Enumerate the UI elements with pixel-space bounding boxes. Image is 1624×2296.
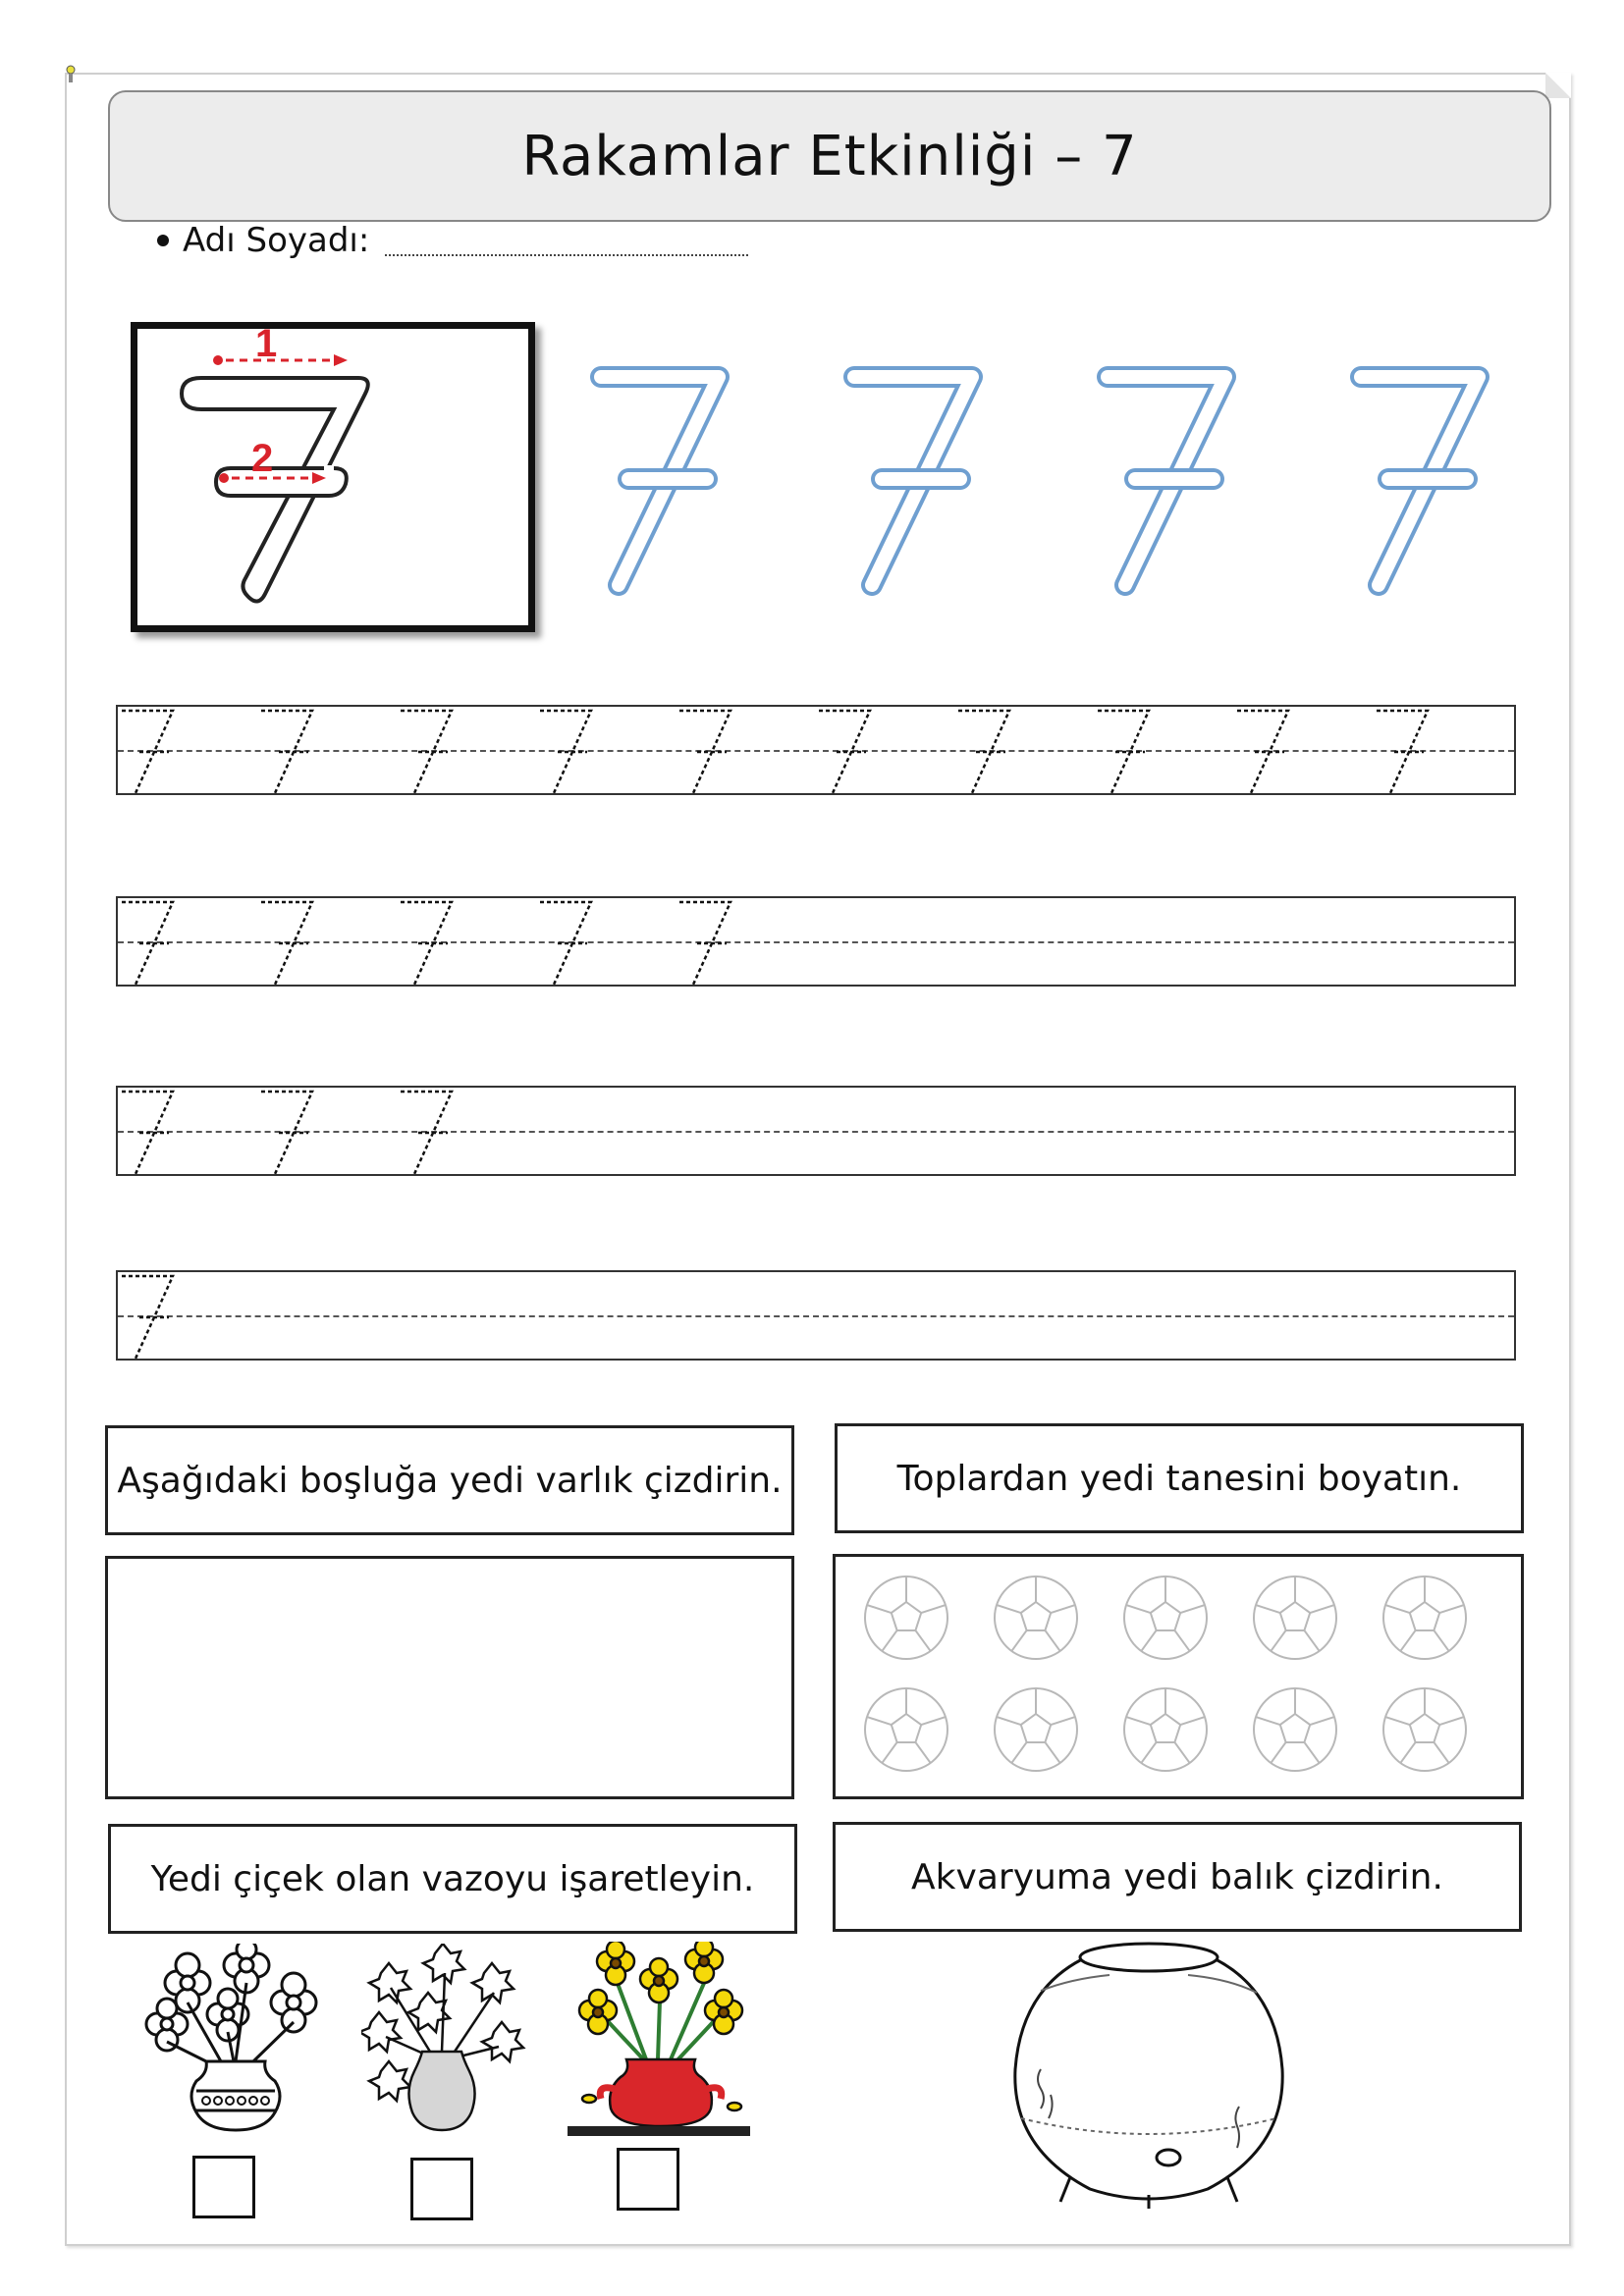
stroke-start-dot: [213, 355, 223, 365]
vase-flowers-2-icon: [361, 1944, 528, 2140]
vase-1-checkbox[interactable]: [192, 2156, 255, 2218]
ball-icon[interactable]: [995, 1576, 1077, 1659]
balls-area: [833, 1554, 1524, 1799]
dotted-seven: [401, 1092, 452, 1174]
dotted-seven: [122, 902, 173, 985]
stroke-order-model: [131, 322, 535, 632]
draw-instruction-box: [105, 1425, 794, 1535]
vase-instruction-box: [108, 1824, 797, 1934]
pin-icon: [65, 65, 77, 84]
dotted-seven: [401, 711, 452, 793]
dotted-seven: [679, 711, 731, 793]
paint-instruction-box: [835, 1423, 1524, 1533]
ball-icon[interactable]: [995, 1688, 1077, 1771]
draw-instruction: Aşağıdaki boşluğa yedi varlık çizdirin.: [117, 1460, 783, 1501]
vase-flowers-1-icon: [137, 1944, 334, 2140]
ball-icon[interactable]: [865, 1688, 947, 1771]
bullet-icon: [157, 235, 169, 246]
dotted-sevens: [118, 1086, 1514, 1176]
vase-3-checkbox[interactable]: [617, 2148, 679, 2211]
dotted-seven: [1377, 711, 1428, 793]
dotted-seven: [1098, 711, 1149, 793]
step-1-label: 1: [255, 329, 278, 365]
dotted-seven: [679, 902, 731, 985]
page-title: Rakamlar Etkinliği – 7: [521, 124, 1138, 188]
dotted-seven: [958, 711, 1009, 793]
vase-flowers-3-icon: [568, 1942, 750, 2136]
outline-seven-icon: [589, 363, 736, 599]
dotted-seven: [261, 902, 312, 985]
page-fold: [1545, 73, 1571, 98]
fish-instruction-box: [833, 1822, 1522, 1932]
step-2-label: 2: [251, 437, 274, 480]
tracing-row[interactable]: [116, 1270, 1516, 1361]
ball-icon[interactable]: [1254, 1576, 1336, 1659]
fish-instruction: Akvaryuma yedi balık çizdirin.: [911, 1856, 1443, 1897]
title-banner: [108, 90, 1551, 222]
name-input-line[interactable]: [385, 225, 748, 256]
outline-seven-icon: [1349, 363, 1496, 599]
dotted-seven: [819, 711, 870, 793]
ball-icon[interactable]: [1383, 1688, 1466, 1771]
outline-seven-icon: [1096, 363, 1243, 599]
dotted-seven: [1237, 711, 1288, 793]
vase-2-checkbox[interactable]: [410, 2158, 473, 2220]
dotted-seven: [261, 1092, 312, 1174]
paint-instruction: Toplardan yedi tanesini boyatın.: [896, 1458, 1462, 1499]
outline-seven-icon: [842, 363, 990, 599]
balls-group: [836, 1557, 1521, 1796]
dotted-sevens: [118, 896, 1514, 987]
ball-icon[interactable]: [1383, 1576, 1466, 1659]
vase-instruction: Yedi çiçek olan vazoyu işaretleyin.: [150, 1858, 755, 1899]
tracing-row[interactable]: [116, 705, 1516, 795]
model-seven-icon: [137, 329, 528, 625]
fishbowl-icon: [1001, 1932, 1296, 2216]
name-field-row: [157, 221, 748, 260]
name-label: Adı Soyadı:: [183, 221, 370, 260]
ball-icon[interactable]: [1124, 1688, 1207, 1771]
dotted-seven: [122, 1092, 173, 1174]
ball-icon[interactable]: [865, 1576, 947, 1659]
ball-icon[interactable]: [1124, 1576, 1207, 1659]
drawing-area[interactable]: [105, 1556, 794, 1799]
tracing-row[interactable]: [116, 896, 1516, 987]
dotted-seven: [540, 902, 591, 985]
dotted-seven: [122, 1276, 173, 1359]
dotted-seven: [122, 711, 173, 793]
dotted-seven: [401, 902, 452, 985]
dotted-seven: [540, 711, 591, 793]
ball-icon[interactable]: [1254, 1688, 1336, 1771]
dotted-seven: [261, 711, 312, 793]
dotted-sevens: [118, 705, 1514, 795]
tracing-row[interactable]: [116, 1086, 1516, 1176]
stroke-start-dot-2: [219, 473, 229, 483]
dotted-sevens: [118, 1270, 1514, 1364]
